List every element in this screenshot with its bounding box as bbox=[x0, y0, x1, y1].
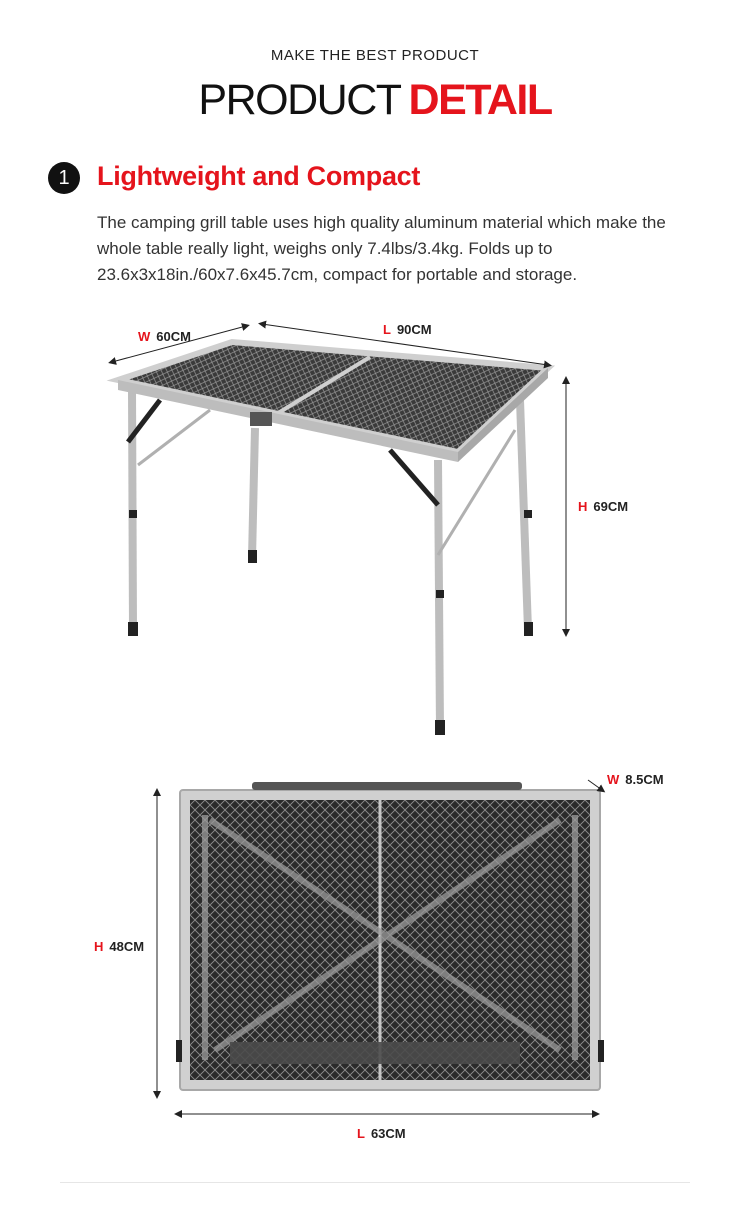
open-width-label: W 60CM bbox=[138, 329, 191, 344]
leg-caps bbox=[128, 510, 533, 735]
bottom-divider bbox=[60, 1182, 690, 1183]
page-title-bold: DETAIL bbox=[408, 76, 552, 124]
section-title: Lightweight and Compact bbox=[97, 161, 421, 191]
folded-table-illustration bbox=[0, 760, 750, 1160]
folded-width-label: W 8.5CM bbox=[607, 772, 664, 787]
folded-length-label: L 63CM bbox=[357, 1126, 406, 1141]
open-length-label: L 90CM bbox=[383, 322, 432, 337]
folded-bottom-rail bbox=[230, 1042, 520, 1064]
open-height-label: H 69CM bbox=[578, 499, 629, 514]
section-number-badge: 1 bbox=[48, 162, 80, 194]
folded-handle bbox=[252, 782, 522, 790]
page-kicker: MAKE THE BEST PRODUCT bbox=[270, 47, 480, 64]
page-title bbox=[0, 76, 750, 124]
folded-height-label: H 48CM bbox=[94, 939, 145, 954]
folded-foot-left bbox=[176, 1040, 182, 1062]
folded-width-arrow bbox=[588, 780, 602, 790]
open-table-illustration bbox=[0, 300, 750, 750]
table-latch bbox=[250, 412, 272, 426]
folded-foot-right bbox=[598, 1040, 604, 1062]
page-title-plain: PRODUCT bbox=[198, 76, 401, 124]
section-description: The camping grill table uses high quality aluminum material which make the whole table really light, weighs only 7.4lbs/3.4kg. Folds up to 23.6x3x18in./60x7.6x45.7cm, compact for portable and storage. bbox=[97, 213, 666, 284]
